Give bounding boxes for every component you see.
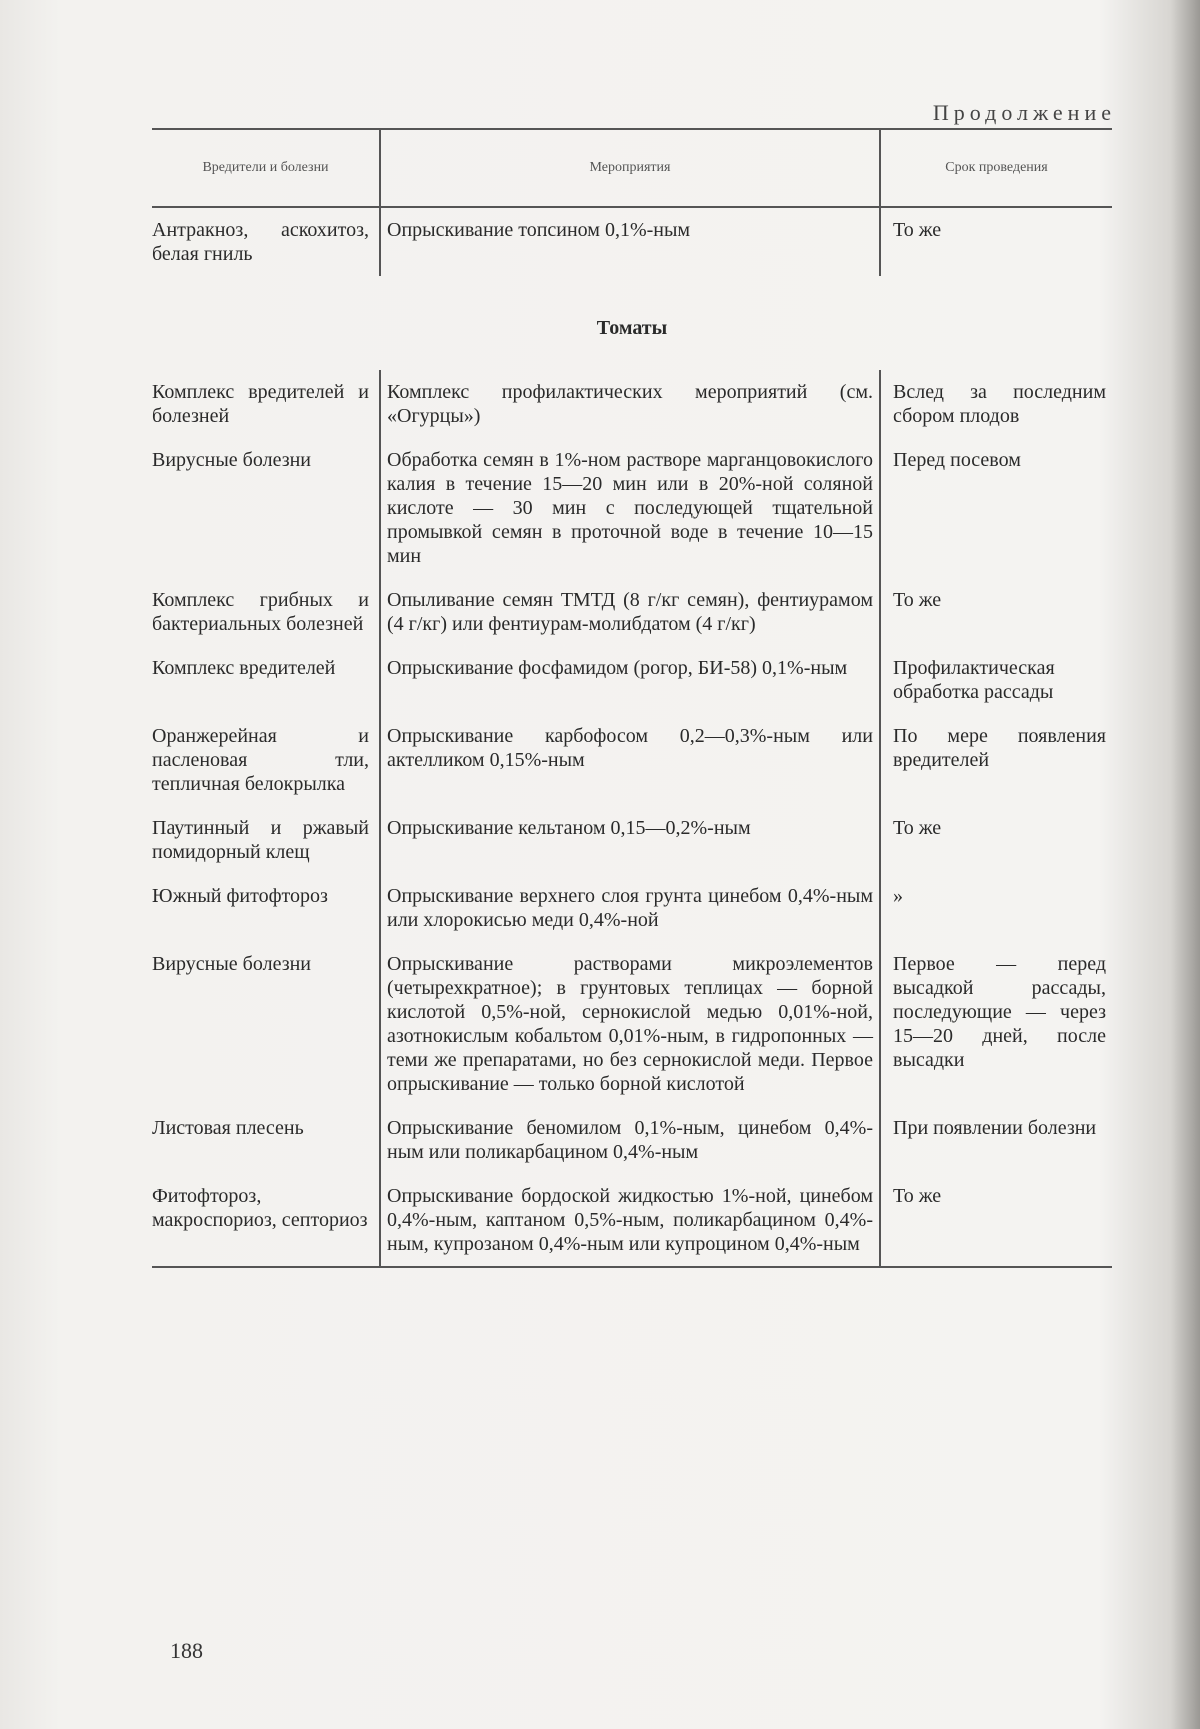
header-timing: Срок проведения bbox=[880, 129, 1112, 207]
table-row bbox=[152, 942, 1112, 1106]
measure-cell: Опрыскивание кельтаном 0,15—0,2%-ным bbox=[380, 806, 880, 874]
timing-cell: Перед посевом bbox=[880, 438, 1112, 578]
timing-cell: То же bbox=[880, 207, 1112, 276]
table-row bbox=[152, 646, 1112, 714]
pest-cell: Вирусные болезни bbox=[152, 953, 311, 975]
pest-control-table bbox=[152, 128, 1112, 1268]
pest-cell: Комплекс вредителей и болезней bbox=[152, 381, 369, 427]
section-title: Томаты bbox=[596, 317, 668, 339]
timing-cell: То же bbox=[880, 1174, 1112, 1267]
table-row bbox=[152, 370, 1112, 438]
measure-cell: Опрыскивание карбофосом 0,2—0,3%-ным или актелликом 0,15%-ным bbox=[380, 714, 880, 806]
table-header-row bbox=[152, 129, 1112, 207]
pest-cell: Вирусные болезни bbox=[152, 449, 311, 471]
timing-cell: То же bbox=[880, 806, 1112, 874]
measure-cell: Опрыскивание верхнего слоя грунта цинебом 0,4%-ным или хлорокисью меди 0,4%-ной bbox=[380, 874, 880, 942]
table-row bbox=[152, 1106, 1112, 1174]
measure-cell: Опрыскивание фосфамидом (рогор, БИ-58) 0,1%-ным bbox=[380, 646, 880, 714]
continued-label: Продолжение bbox=[932, 100, 1116, 125]
timing-cell: Профилактическая обработка рассады bbox=[880, 646, 1112, 714]
timing-cell: Вслед за последним сбором плодов bbox=[880, 370, 1112, 438]
header-measures: Мероприятия bbox=[380, 129, 880, 207]
timing-cell: По мере появления вредителей bbox=[880, 714, 1112, 806]
table-row bbox=[152, 1174, 1112, 1267]
table-row bbox=[152, 578, 1112, 646]
measure-cell: Опрыскивание растворами микроэлементов (четырехкратное); в грунтовых теплицах — борной кислотой 0,5%-ной, сернокислой медью 0,01%-ной, азотнокислым кобальтом 0,01%-ным, в гидропонных — теми же препаратами, но без сернокислой меди. Первое опрыскивание — только борной кислотой bbox=[380, 942, 880, 1106]
table-row bbox=[152, 806, 1112, 874]
measure-cell: Комплекс профилактических мероприятий (см. «Огурцы») bbox=[380, 370, 880, 438]
measure-cell: Обработка семян в 1%-ном растворе марганцовокислого калия в течение 15—20 мин или в 20%-ной соляной кислоте — 30 мин с последующей тщательной промывкой семян в проточной воде в течение 10—15 мин bbox=[380, 438, 880, 578]
timing-cell: Первое — перед высадкой рассады, последующие — через 15—20 дней, после высадки bbox=[880, 942, 1112, 1106]
pest-cell: Оранжерейная и пасленовая тли, тепличная белокрылка bbox=[152, 725, 369, 795]
measure-cell: Опыливание семян ТМТД (8 г/кг семян), фентиурамом (4 г/кг) или фентиурам-молибдатом (4 г/кг) bbox=[380, 578, 880, 646]
measure-cell: Опрыскивание топсином 0,1%-ным bbox=[380, 207, 880, 276]
pest-cell: Антракноз, аскохитоз, белая гниль bbox=[152, 219, 369, 265]
timing-cell: » bbox=[880, 874, 1112, 942]
pest-cell: Комплекс грибных и бактериальных болезней bbox=[152, 589, 369, 635]
header-pests: Вредители и болезни bbox=[152, 129, 380, 207]
section-row bbox=[152, 276, 1112, 370]
table-row bbox=[152, 207, 1112, 276]
table-row bbox=[152, 874, 1112, 942]
pest-cell: Листовая плесень bbox=[152, 1117, 304, 1139]
table-row bbox=[152, 438, 1112, 578]
measure-cell: Опрыскивание беномилом 0,1%-ным, цинебом 0,4%-ным или поликарбацином 0,4%-ным bbox=[380, 1106, 880, 1174]
pest-cell: Южный фитофтороз bbox=[152, 885, 328, 907]
page-number: 188 bbox=[170, 1638, 203, 1663]
timing-cell: При появлении болезни bbox=[880, 1106, 1112, 1174]
pest-cell: Паутинный и ржавый помидорный клещ bbox=[152, 817, 369, 863]
measure-cell: Опрыскивание бордоской жидкостью 1%-ной, цинебом 0,4%-ным, каптаном 0,5%-ным, поликарбацином 0,4%-ным, купрозаном 0,4%-ным или купроцином 0,4%-ным bbox=[380, 1174, 880, 1267]
pest-cell: Комплекс вредителей bbox=[152, 657, 336, 679]
table-row bbox=[152, 714, 1112, 806]
pest-cell: Фитофтороз, макроспориоз, септориоз bbox=[152, 1174, 380, 1267]
timing-cell: То же bbox=[880, 578, 1112, 646]
